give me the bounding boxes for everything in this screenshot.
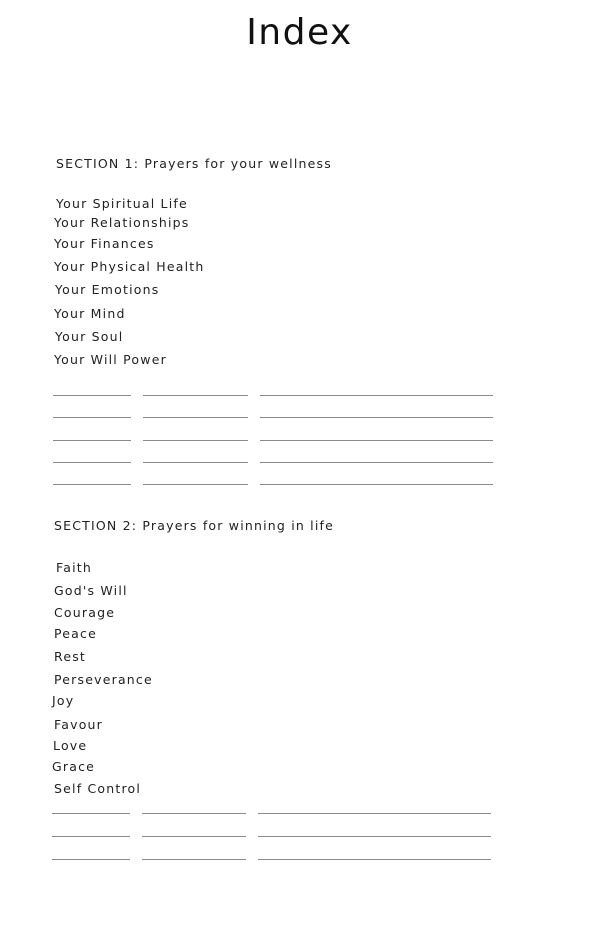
section-1-item: Your Physical Health (54, 259, 205, 274)
blank-line[interactable] (143, 484, 248, 485)
section-2-item: Favour (54, 717, 104, 732)
blank-line[interactable] (52, 859, 130, 860)
section-1-item: Your Will Power (54, 352, 167, 367)
blank-line[interactable] (143, 462, 248, 463)
section-2-heading: SECTION 2: Prayers for winning in life (54, 518, 335, 533)
blank-line[interactable] (258, 813, 491, 814)
section-2-item: Peace (54, 626, 98, 641)
blank-line[interactable] (258, 836, 491, 837)
section-1-item: Your Finances (54, 236, 155, 251)
section-2-item: Love (53, 738, 88, 753)
section-2-item: Perseverance (54, 672, 153, 687)
blank-line[interactable] (142, 813, 246, 814)
section-2-item: Self Control (54, 781, 142, 796)
blank-line[interactable] (143, 417, 248, 418)
blank-line[interactable] (260, 484, 493, 485)
section-2-item: Faith (56, 560, 92, 575)
blank-line[interactable] (53, 417, 131, 418)
section-2-item: Rest (54, 649, 87, 664)
section-2-item: Joy (52, 693, 75, 708)
blank-line[interactable] (143, 440, 248, 441)
blank-line[interactable] (143, 395, 248, 396)
section-1-item: Your Emotions (55, 282, 160, 297)
blank-line[interactable] (260, 462, 493, 463)
section-1-item: Your Soul (55, 329, 124, 344)
blank-line[interactable] (53, 462, 131, 463)
blank-line[interactable] (260, 417, 493, 418)
blank-line[interactable] (258, 859, 491, 860)
blank-line[interactable] (53, 440, 131, 441)
blank-line[interactable] (142, 836, 246, 837)
blank-line[interactable] (52, 813, 130, 814)
section-1-item: Your Spiritual Life (56, 196, 188, 211)
section-1-item: Your Relationships (54, 215, 190, 230)
blank-line[interactable] (142, 859, 246, 860)
section-1-item: Your Mind (54, 306, 126, 321)
blank-line[interactable] (260, 440, 493, 441)
section-1-heading: SECTION 1: Prayers for your wellness (56, 156, 332, 171)
blank-line[interactable] (260, 395, 493, 396)
page-title: Index (246, 12, 353, 53)
section-2-item: Grace (52, 759, 96, 774)
blank-line[interactable] (53, 484, 131, 485)
section-2-item: Courage (54, 605, 116, 620)
blank-line[interactable] (52, 836, 130, 837)
section-2-item: God's Will (54, 583, 128, 598)
blank-line[interactable] (53, 395, 131, 396)
